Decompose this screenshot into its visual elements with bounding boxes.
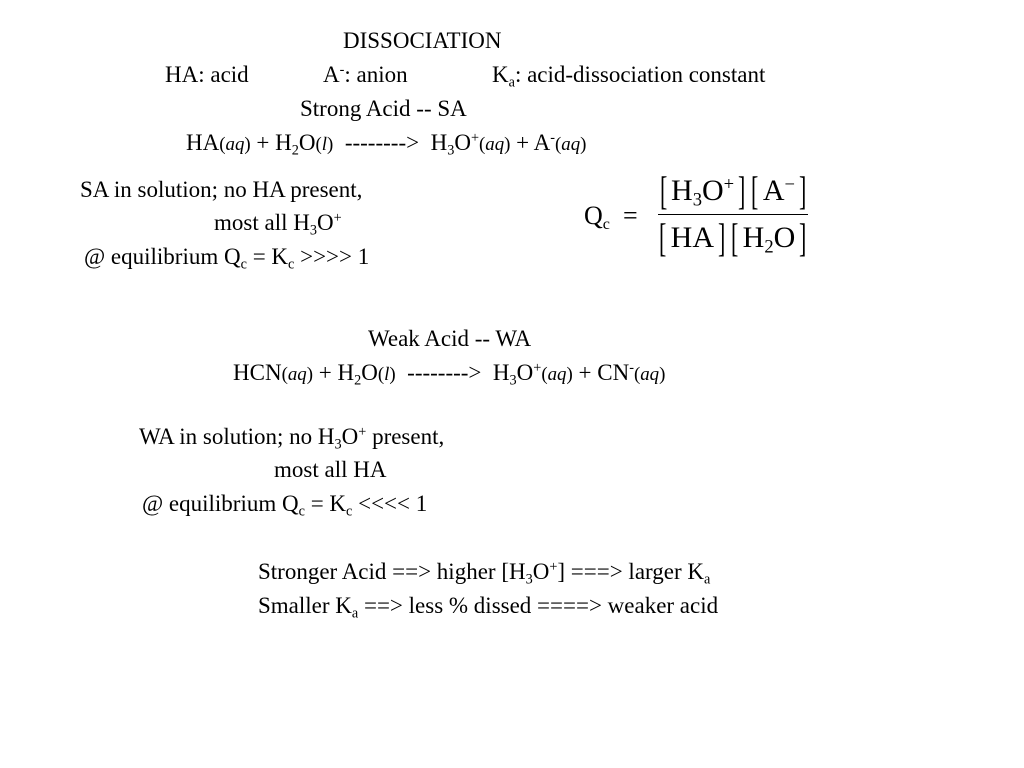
qc-lhs: $Q_c$ =	[584, 201, 638, 233]
qc-numerator	[656, 170, 810, 212]
def-ka: $K_a$: acid-dissociation constant	[492, 62, 766, 91]
qc-formula	[584, 168, 814, 268]
weak-acid-note-2: most all HA	[274, 457, 387, 482]
weak-acid-note-3: @ equilibrium $Q_c = K_c$ <<<< 1	[142, 491, 428, 520]
strong-acid-note-3: @ equilibrium $Q_c = K_c$ >>>> 1	[84, 244, 370, 273]
hydronium-concentration: [ $H_3O^+$ ]	[659, 168, 746, 213]
page-title: DISSOCIATION	[343, 28, 502, 53]
summary-line-2: Smaller $K_a$ ==> less % dissed ====> weaker acid	[258, 593, 719, 622]
definitions-line	[165, 61, 766, 91]
qc-fraction	[656, 170, 810, 259]
weak-acid-note-1: WA in solution; no $H_3O^+$ present,	[139, 424, 445, 453]
def-acid: HA: acid	[165, 62, 249, 87]
weak-acid-equation: $HCN(aq) + H_2O(l)$ --------> $H_3O^+(aq) + CN^-(aq)$	[233, 360, 666, 389]
water-concentration: [ $H_2O$ ]	[731, 215, 807, 260]
def-anion: A-: anion	[323, 62, 408, 87]
strong-acid-note-2: most all $H_3O^+$	[214, 210, 342, 239]
anion-concentration: [ A− ]	[751, 168, 807, 213]
strong-acid-heading: Strong Acid -- SA	[300, 96, 467, 121]
qc-denominator	[656, 217, 810, 259]
strong-acid-note-1: SA in solution; no HA present,	[80, 177, 363, 202]
acid-concentration: [ HA ]	[659, 215, 726, 260]
summary-line-1: Stronger Acid ==> higher $[H_3O^+]$ ===> larger $K_a$	[258, 559, 711, 588]
weak-acid-heading: Weak Acid -- WA	[368, 326, 532, 351]
strong-acid-equation: $HA(aq) + H_2O(l)$ --------> $H_3O^+(aq) + A^-(aq)$	[186, 130, 587, 159]
